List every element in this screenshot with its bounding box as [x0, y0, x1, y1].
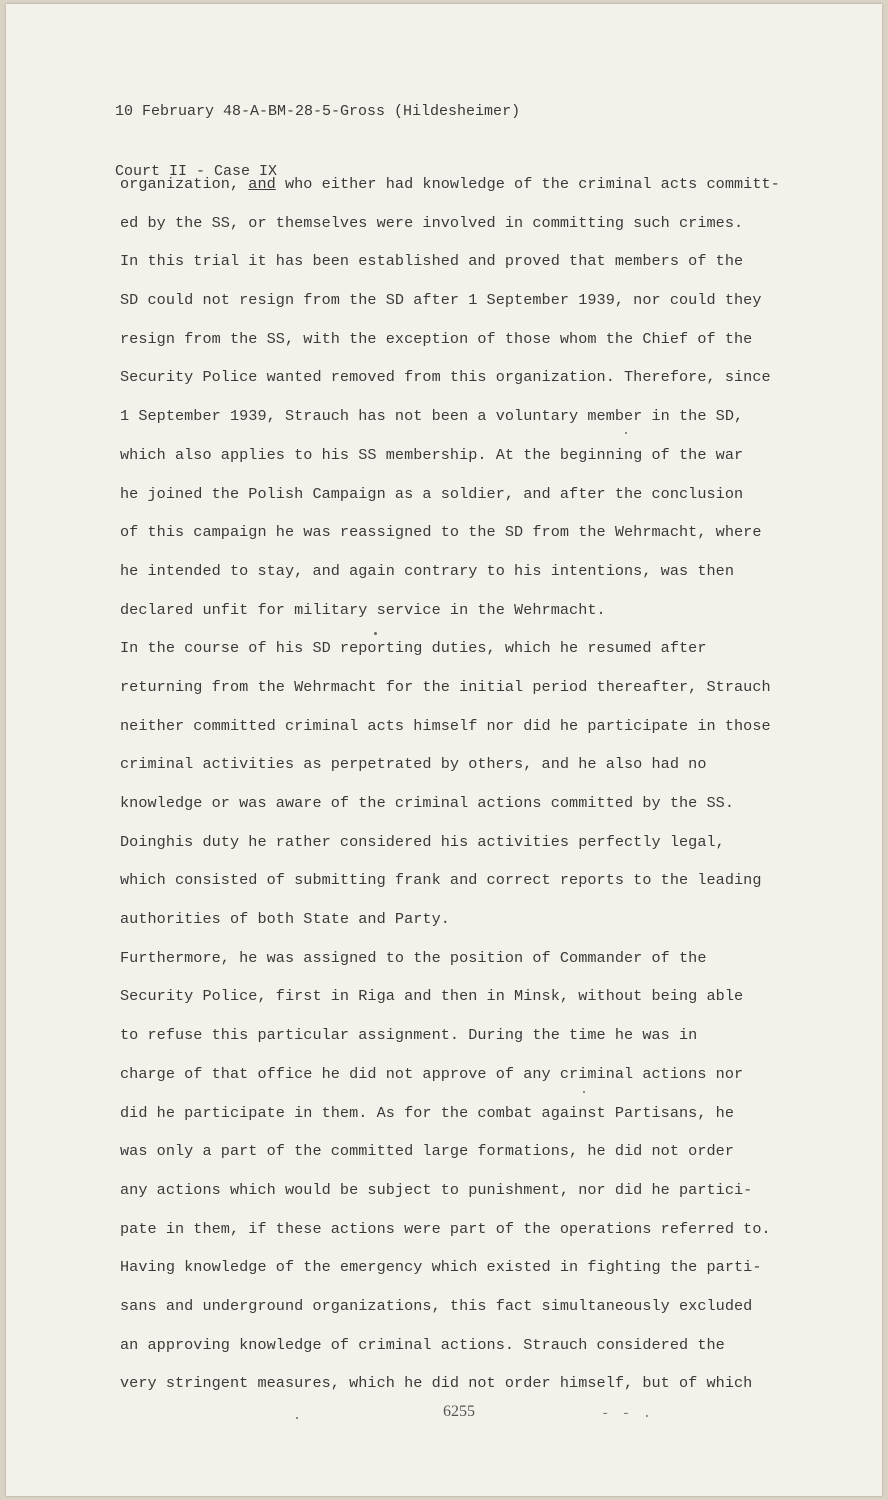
- ink-speck: [625, 432, 627, 434]
- underlined-word: and: [248, 175, 276, 193]
- body-line: which consisted of submitting frank and correct reports to the leading: [120, 871, 762, 890]
- body-line: In this trial it has been established and proved that members of the: [120, 252, 744, 271]
- body-line: Having knowledge of the emergency which existed in fighting the parti-: [120, 1258, 762, 1277]
- body-line: knowledge or was aware of the criminal actions committed by the SS.: [120, 794, 734, 812]
- header-line-1: 10 February 48-A-BM-28-5-Gross (Hildesheimer): [115, 103, 521, 120]
- body-line: Security Police wanted removed from this organization. Therefore, since: [120, 368, 771, 387]
- body-line: which also applies to his SS membership. At the beginning of the war: [120, 445, 744, 464]
- body-line: In the course of his SD reporting duties, which he resumed after: [120, 639, 707, 658]
- body-line: very stringent measures, which he did not order himself, but of which: [120, 1374, 753, 1393]
- page-number: 6255: [443, 1403, 475, 1420]
- body-text: who either had knowledge of the criminal acts committ-: [275, 175, 780, 193]
- body-line: an approving knowledge of criminal actions. Strauch considered the: [120, 1335, 725, 1354]
- body-line: any actions which would be subject to punishment, nor did he partici-: [120, 1180, 753, 1199]
- body-line: neither committed criminal acts himself nor did he participate in those: [120, 716, 771, 735]
- body-text: organization,: [120, 175, 249, 193]
- body-line: criminal activities as perpetrated by others, and he also had no: [120, 755, 707, 774]
- body-line: resign from the SS, with the exception of those whom the Chief of the: [120, 329, 753, 348]
- body-line: declared unfit for military service in the Wehrmacht.: [120, 600, 606, 619]
- body-line: of this campaign he was reassigned to the SD from the Wehrmacht, where: [120, 523, 762, 542]
- body-line: sans and underground organizations, this fact simultaneously excluded: [120, 1296, 753, 1315]
- body-line: he intended to stay, and again contrary to his intentions, was then: [120, 561, 734, 580]
- body-line: was only a part of the committed large formations, he did not order: [120, 1142, 734, 1161]
- ink-speck: [374, 632, 377, 635]
- body-line: Doinghis duty he rather considered his activities perfectly legal,: [120, 832, 725, 851]
- ink-speck: [583, 1091, 585, 1093]
- body-line: [120, 174, 820, 213]
- body-line: Furthermore, he was assigned to the position of Commander of the: [120, 948, 707, 967]
- body-line: Security Police, first in Riga and then in Minsk, without being able: [120, 987, 744, 1006]
- body-line: he joined the Polish Campaign as a soldier, and after the conclusion: [120, 484, 744, 503]
- ink-speck: [296, 1417, 298, 1419]
- body-line: pate in them, if these actions were part of the operations referred to.: [120, 1219, 771, 1238]
- trailing-marks: - - .: [601, 1406, 654, 1422]
- body-line: returning from the Wehrmacht for the initial period thereafter, Strauch: [120, 677, 771, 696]
- document-page: [6, 4, 882, 1496]
- document-body: [120, 174, 820, 1412]
- body-line: 1 September 1939, Strauch has not been a voluntary member in the SD,: [120, 407, 744, 426]
- body-line: did he participate in them. As for the combat against Partisans, he: [120, 1103, 734, 1122]
- body-line: ed by the SS, or themselves were involved in committing such crimes.: [120, 213, 744, 232]
- body-line: charge of that office he did not approve of any criminal actions nor: [120, 1064, 744, 1083]
- body-line: authorities of both State and Party.: [120, 910, 450, 929]
- body-line: SD could not resign from the SD after 1 September 1939, nor could they: [120, 291, 762, 310]
- body-line: to refuse this particular assignment. During the time he was in: [120, 1026, 698, 1045]
- header-line-2: Court II - Case IX: [115, 163, 278, 180]
